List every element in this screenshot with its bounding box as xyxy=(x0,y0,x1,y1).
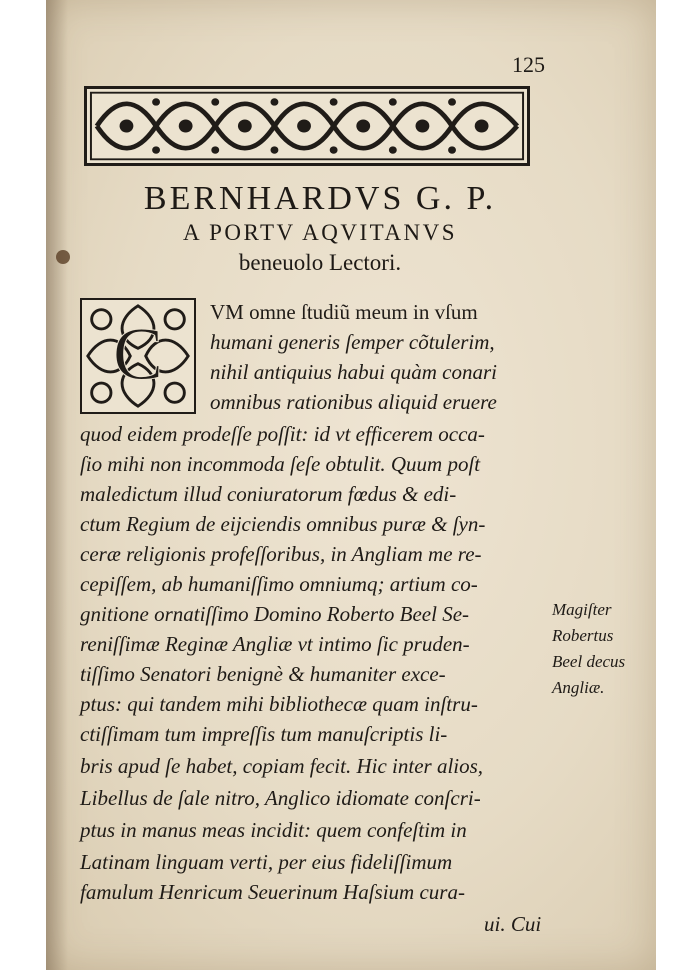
body-line: omnibus rationibus aliquid eruere xyxy=(210,390,497,414)
body-line: ptus: qui tandem mihi bibliothecæ quam inſtru- xyxy=(80,692,478,716)
heading-origin: A PORTV AQVITANVS xyxy=(183,220,457,245)
body-line-catchword: ui. Cui xyxy=(484,912,542,936)
body-line: quod eidem prodeſſe poſſit: id vt efficerem occa- xyxy=(80,422,485,446)
body-line: Latinam linguam verti, per eius fideliſſimum xyxy=(80,850,453,874)
body-line: Libellus de ſale nitro, Anglico idiomate conſcri- xyxy=(80,786,481,810)
body-line: cepiſſem, ab humaniſſimo omniumq; artium co- xyxy=(80,572,478,596)
book-page xyxy=(46,0,656,970)
body-line: gnitione ornatiſſimo Domino Roberto Beel Se- xyxy=(80,602,470,626)
margin-note-line: Robertus xyxy=(552,626,614,645)
heading-dedication: beneuolo Lectori. xyxy=(238,250,402,275)
page-gutter-shadow xyxy=(46,0,68,970)
decorated-initial xyxy=(80,298,196,414)
margin-note-line: Angliæ. xyxy=(552,678,605,697)
margin-note-line: Beel decus xyxy=(552,652,626,671)
initial-letter: C xyxy=(112,313,164,397)
page-number: 125 xyxy=(512,52,545,77)
ink-stain xyxy=(56,250,70,264)
body-line: ſio mihi non incommoda ſeſe obtulit. Quum poſt xyxy=(80,452,481,476)
body-line: VM omne ſtudiũ meum in vſum xyxy=(210,300,478,324)
body-line: ptus in manus meas incidit: quem confeſtim in xyxy=(80,818,467,842)
body-line: maledictum illud coniuratorum fœdus & edi- xyxy=(80,482,457,506)
body-line: nihil antiquius habui quàm conari xyxy=(210,360,498,384)
body-line: humani generis ſemper cõtulerim, xyxy=(210,330,495,354)
body-line: ceræ religionis profeſſoribus, in Angliam me re- xyxy=(80,542,482,566)
margin-note-line: Magiſter xyxy=(552,600,612,619)
body-line: tiſſimo Senatori benignè & humaniter exce- xyxy=(80,662,446,686)
body-line: famulum Henricum Seuerinum Haſsium cura- xyxy=(80,880,465,904)
heading-author: BERNHARDVS G. P. xyxy=(143,180,497,217)
body-line: ctiſſimam tum impreſſis tum manuſcriptis li- xyxy=(80,722,448,746)
body-line: bris apud ſe habet, copiam fecit. Hic inter alios, xyxy=(80,754,484,778)
body-line: ctum Regium de eijciendis omnibus puræ & ſyn- xyxy=(80,512,486,536)
body-line: reniſſimæ Reginæ Angliæ vt intimo ſic pruden- xyxy=(80,632,470,656)
ornamental-headpiece xyxy=(84,86,530,166)
